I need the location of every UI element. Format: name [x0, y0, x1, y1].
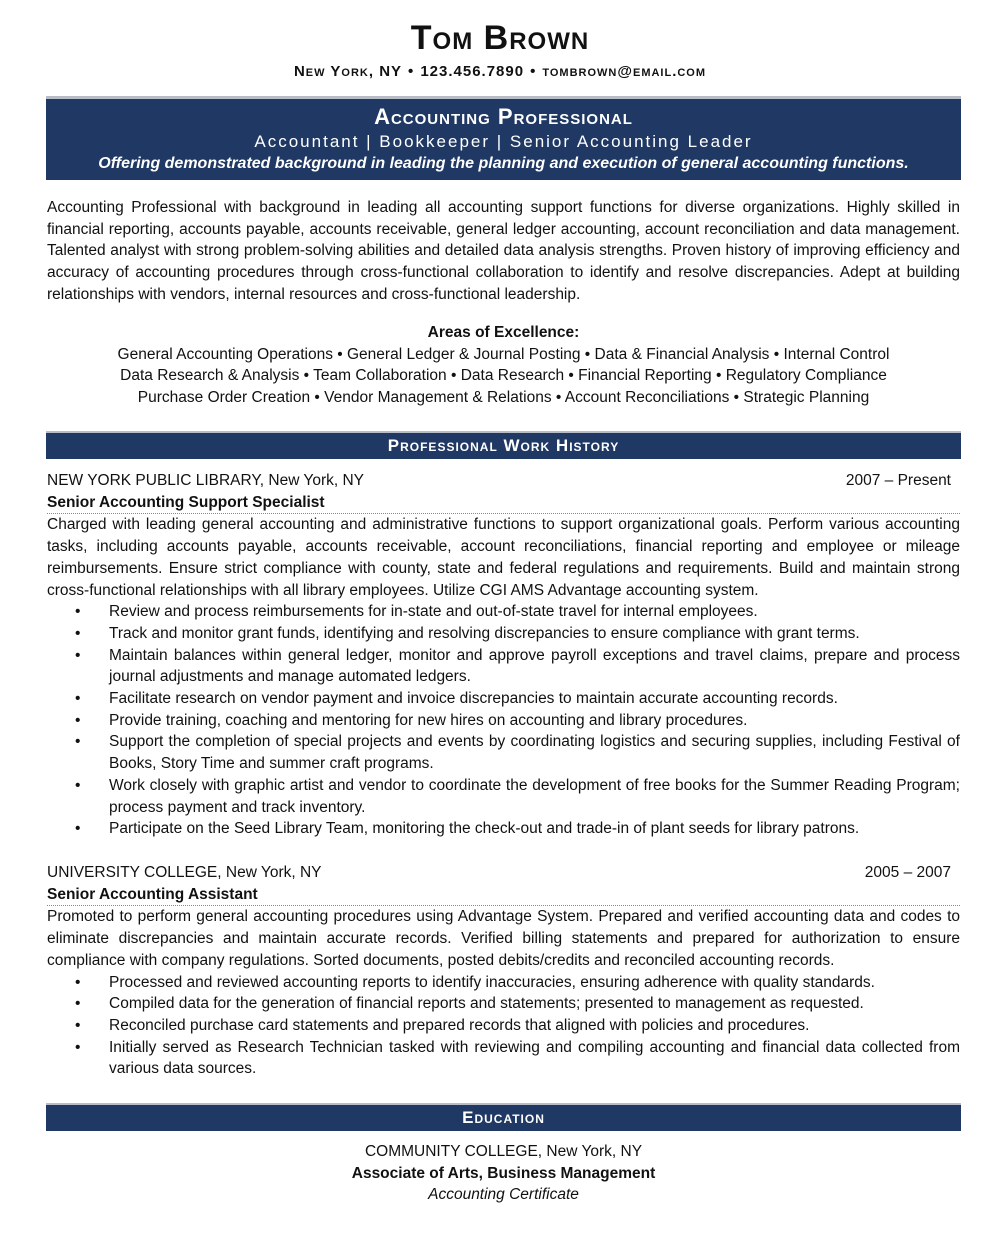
headline-banner — [46, 96, 961, 180]
job-bullets — [47, 601, 960, 840]
job-bullet: • Support the completion of special projects and events by coordinating logistics and securing supplies, including Festival of Books, Story Time and summer craft programs. — [47, 731, 960, 774]
job-title: Senior Accounting Support Specialist — [47, 492, 960, 515]
job-bullet: • Processed and reviewed accounting reports to identify inaccuracies, ensuring adherence with quality standards. — [47, 972, 960, 994]
job-entry — [47, 862, 960, 1080]
separator: • — [530, 63, 537, 80]
job-entry — [47, 470, 960, 840]
job-bullet: • Facilitate research on vendor payment and invoice discrepancies to maintain accurate accounting records. — [47, 688, 960, 710]
candidate-name: Tom Brown — [410, 19, 590, 57]
job-bullet: • Initially served as Research Technician tasked with reviewing and compiling accounting and financial data collected from various data sources. — [47, 1037, 960, 1080]
job-organization: UNIVERSITY COLLEGE, New York, NY — [47, 864, 322, 881]
location: New York, NY — [293, 63, 403, 80]
job-bullet: • Review and process reimbursements for in-state and out-of-state travel for internal employees. — [47, 601, 960, 623]
job-bullet: • Maintain balances within general ledger, monitor and approve payroll exceptions and travel claims, prepare and process journal adjustments and manage automated ledgers. — [47, 645, 960, 688]
job-bullet: • Provide training, coaching and mentoring for new hires on accounting and library procedures. — [47, 710, 960, 732]
education-entry — [47, 1141, 960, 1206]
job-bullet: • Participate on the Seed Library Team, monitoring the check-out and trade-in of plant seeds for library patrons. — [47, 818, 960, 840]
areas-line: Data Research & Analysis • Team Collaboration • Data Research • Financial Reporting • Regulatory Compliance — [120, 367, 887, 385]
job-bullet: • Track and monitor grant funds, identifying and resolving discrepancies to ensure compliance with grant terms. — [47, 623, 960, 645]
job-bullet: • Reconciled purchase card statements and prepared records that aligned with policies and procedures. — [47, 1015, 960, 1037]
job-organization: NEW YORK PUBLIC LIBRARY, New York, NY — [47, 472, 365, 489]
areas-line: General Accounting Operations • General Ledger & Journal Posting • Data & Financial Analysis • Internal Control — [117, 345, 890, 363]
education-school: COMMUNITY COLLEGE, New York, NY — [364, 1143, 643, 1160]
education-degree: Associate of Arts, Business Management — [351, 1164, 656, 1182]
job-bullets — [47, 972, 960, 1081]
job-description: Charged with leading general accounting and administrative functions to support organizational goals. Perform various accounting tasks, including accounts payable, accounts receivable, account reconciliations, financial reporting and employee or mileage reimbursements. Ensure strict compliance with county, state and federal regulations and requirements. Build and maintain strong cross-functional relationships with all library employees. Utilize CGI AMS Advantage accounting system. — [47, 516, 960, 599]
areas-line: Purchase Order Creation • Vendor Management & Relations • Account Reconciliations • Strategic Planning — [137, 389, 870, 407]
education-certificate: Accounting Certificate — [428, 1186, 579, 1204]
job-header — [47, 470, 960, 492]
headline-title: Accounting Professional — [374, 104, 633, 129]
email-link[interactable]: tombrown@email.com — [542, 63, 707, 80]
headline-tagline: Offering demonstrated background in leading the planning and execution of general accounting functions. — [98, 155, 909, 172]
job-bullet: • Work closely with graphic artist and vendor to coordinate the development of free books for the Summer Reading Program; process payment and track inventory. — [47, 775, 960, 818]
areas-of-excellence — [47, 322, 960, 409]
job-dates: 2005 – 2007 — [864, 864, 951, 881]
job-title: Senior Accounting Assistant — [47, 884, 960, 907]
job-bullet: • Compiled data for the generation of financial reports and statements; presented to management as requested. — [47, 993, 960, 1015]
section-header-education: Education — [46, 1103, 961, 1131]
section-header-work-history: Professional Work History — [46, 431, 961, 459]
job-description: Promoted to perform general accounting procedures using Advantage System. Prepared and verified accounting data and codes to eliminate discrepancies and maintain accurate records. Verified billing statements and prepared for authorization to ensure compliance with company regulations. Sorted documents, posted debits/credits and reconciled accounting records. — [47, 908, 960, 969]
phone: 123.456.7890 — [420, 63, 525, 80]
job-dates: 2007 – Present — [845, 472, 951, 489]
contact-line — [0, 62, 1000, 82]
job-header — [47, 862, 960, 884]
separator: • — [408, 63, 415, 80]
summary-paragraph: Accounting Professional with background in leading all accounting support functions for diverse organizations. Highly skilled in financial reporting, accounts payable, accounts receivable, general ledger accounting, account reconciliation and data management. Talented analyst with strong problem-solving abilities and detailed data analysis strengths. Proven history of improving efficiency and accuracy of accounting procedures through cross-functional collaboration to identify and resolve discrepancies. Adept at building relationships with vendors, internal resources and cross-functional leadership. — [47, 199, 960, 303]
headline-roles: Accountant | Bookkeeper | Senior Accounting Leader — [254, 132, 753, 151]
areas-title: Areas of Excellence: — [427, 324, 580, 341]
